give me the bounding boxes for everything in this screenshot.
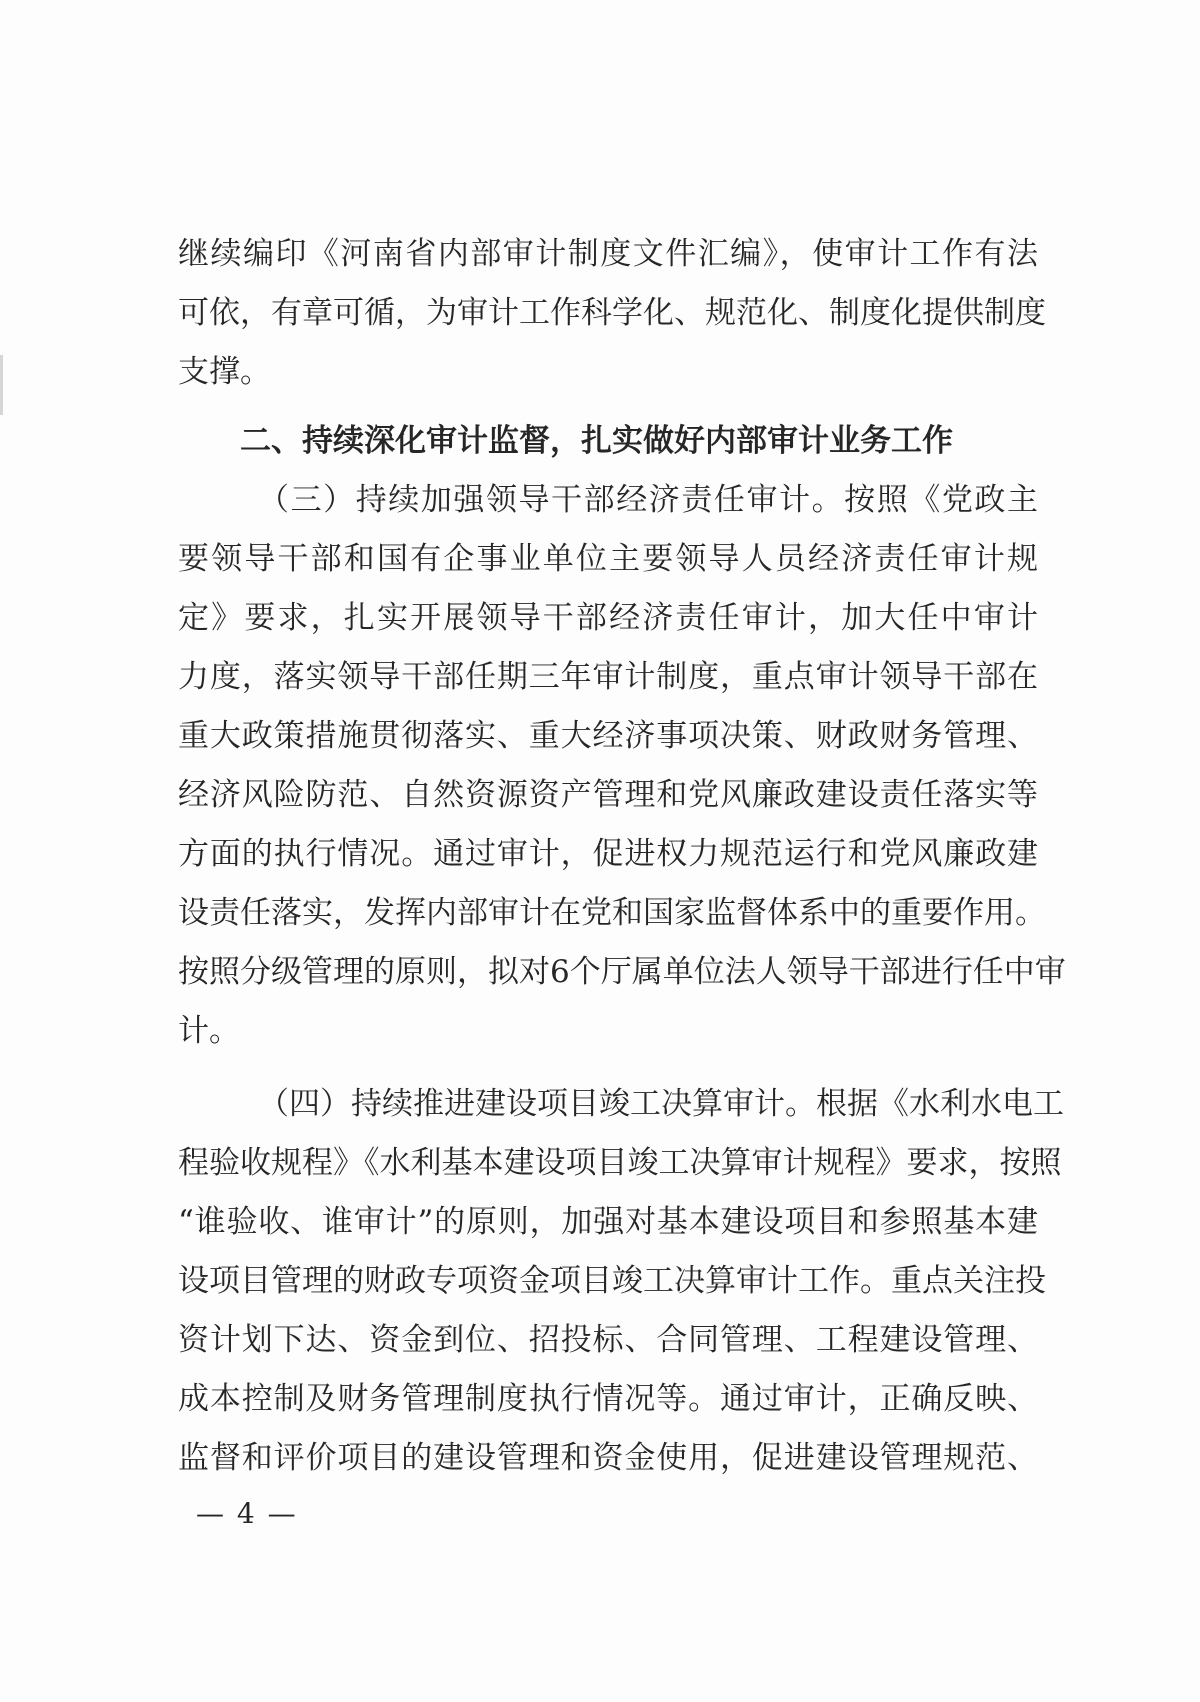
paragraph-3 (178, 471, 1066, 1061)
page-number: — 4 — (196, 1497, 298, 1530)
text-line: “谁验收、谁审计”的原则，加强对基本建设项目和参照基本建 (178, 1204, 1038, 1240)
text-line: 定》要求，扎实开展领导干部经济责任审计，加大任中审计 (178, 600, 1038, 636)
text-line: 监督和评价项目的建设管理和资金使用，促进建设管理规范、 (178, 1440, 1038, 1476)
text-line: 继续编印《河南省内部审计制度文件汇编》，使审计工作有法 (178, 236, 1038, 272)
text-line: 程验收规程》《水利基本建设项目竣工决算审计规程》要求，按照 (178, 1145, 1062, 1181)
paragraph-4 (178, 1075, 1064, 1488)
text-line: 方面的执行情况。通过审计，促进权力规范运行和党风廉政建 (178, 836, 1038, 872)
text-line: 资计划下达、资金到位、招投标、合同管理、工程建设管理、 (178, 1322, 1038, 1358)
scan-edge-mark (0, 355, 3, 415)
text-line: 按照分级管理的原则，拟对6个厅属单位法人领导干部进行任中审 (178, 954, 1066, 990)
text-line: 设责任落实，发挥内部审计在党和国家监督体系中的重要作用。 (178, 895, 1046, 931)
text-line: （四）持续推进建设项目竣工决算审计。根据《水利水电工 (258, 1086, 1064, 1122)
document-body (178, 225, 1066, 1488)
section-heading-2: 二、持续深化审计监督，扎实做好内部审计业务工作 (240, 423, 953, 459)
text-line: （三）持续加强领导干部经济责任审计。按照《党政主 (258, 482, 1038, 518)
text-line: 重大政策措施贯彻落实、重大经济事项决策、财政财务管理、 (178, 718, 1038, 754)
text-line: 要领导干部和国有企事业单位主要领导人员经济责任审计规 (178, 541, 1038, 577)
text-line: 支撑。 (178, 354, 271, 390)
text-line: 经济风险防范、自然资源资产管理和党风廉政建设责任落实等 (178, 777, 1038, 813)
text-line: 可依，有章可循，为审计工作科学化、规范化、制度化提供制度 (178, 295, 1046, 331)
text-line: 成本控制及财务管理制度执行情况等。通过审计，正确反映、 (178, 1381, 1038, 1417)
text-line: 力度，落实领导干部任期三年审计制度，重点审计领导干部在 (178, 659, 1038, 695)
paragraph-1 (178, 225, 1046, 402)
text-line: 计。 (178, 1013, 240, 1049)
text-line: 设项目管理的财政专项资金项目竣工决算审计工作。重点关注投 (178, 1263, 1046, 1299)
